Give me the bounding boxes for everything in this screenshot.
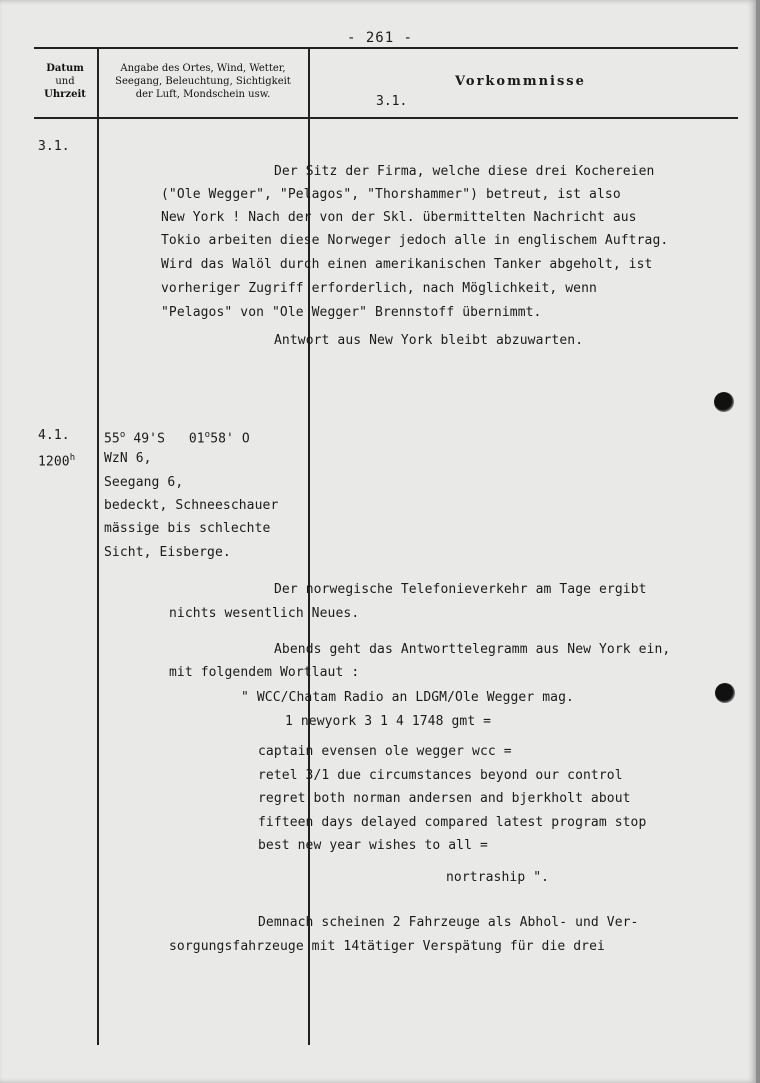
weather-line-4: mässige bis schlechte [104,521,271,536]
entry2-time-value: 1200 [38,454,70,470]
entry1-line-2: ("Ole Wegger", "Pelagos", "Thorshammer") betreut, ist also [161,187,621,202]
header-col2-line2: Seegang, Beleuchtung, Sichtigkeit [115,76,291,87]
entry2-date: 4.1. [38,428,70,443]
entry2-time-sup: h [69,453,76,463]
header-date-column [36,62,94,101]
entry2-time [38,451,75,469]
header-top-rule [34,47,738,49]
telegram-line-5: regret both norman andersen and bjerkholt about [258,791,631,806]
weather-line-5: Sicht, Eisberge. [104,545,231,560]
header-bottom-rule [34,117,738,119]
entry1-line-1: Der Sitz der Firma, welche diese drei Kochereien [274,164,655,179]
header-col1-line1: Datum [46,63,84,74]
ink-blot-2 [715,683,735,703]
entry1-line-3: New York ! Nach der von der Skl. übermittelten Nachricht aus [161,210,637,225]
header-col2-line3: der Luft, Mondschein usw. [135,89,271,100]
ink-blot [714,392,734,412]
telegram-line-1: " WCC/Chatam Radio an LDGM/Ole Wegger mag. [241,690,574,705]
header-events-title: Vorkommnisse [455,74,586,89]
header-events-date: 3.1. [376,94,408,109]
telegram-line-3: captain evensen ole wegger wcc = [258,744,512,759]
position-lon: 01 [188,431,205,447]
position-lon-degree: o [204,430,211,440]
header-col1-line2: und [55,76,75,87]
para2-line-2: mit folgendem Wortlaut : [169,665,360,680]
weather-line-1: WzN 6, [104,451,152,466]
telegram-line-7: best new year wishes to all = [258,838,488,853]
para1-line-2: nichts wesentlich Neues. [169,606,360,621]
telegram-line-8: nortraship ". [446,870,550,885]
header-col2-line1: Angabe des Ortes, Wind, Wetter, [120,63,286,74]
para3-line-2: sorgungsfahrzeuge mit 14tätiger Verspätung für die drei [169,939,605,954]
weather-line-2: Seegang 6, [104,475,184,490]
telegram-line-4: retel 3/1 due circumstances beyond our control [258,768,623,783]
entry1-line-4: Tokio arbeiten diese Norweger jedoch alle in englischem Auftrag. [161,233,669,248]
para1-line-1: Der norwegische Telefonieverkehr am Tage ergibt [274,582,647,597]
telegram-line-6: fifteen days delayed compared latest program stop [258,815,647,830]
header-location-column [100,62,306,101]
entry2-position [104,428,250,446]
para2-line-1: Abends geht das Antworttelegramm aus New York ein, [274,642,671,657]
entry1-line-7: "Pelagos" von "Ole Wegger" Brennstoff übernimmt. [161,305,542,320]
entry1-date: 3.1. [38,139,70,154]
weather-line-3: bedeckt, Schneeschauer [104,498,279,513]
page-number: - 261 - [346,30,413,46]
para3-line-1: Demnach scheinen 2 Fahrzeuge als Abhol- und Ver- [258,915,639,930]
column-divider-1 [97,47,99,1045]
position-lat: 55 [104,431,120,447]
header-col1-line3: Uhrzeit [44,89,86,100]
position-lon-rest: 58' O [210,431,250,447]
entry1-closing: Antwort aus New York bleibt abzuwarten. [274,333,584,348]
entry1-line-6: vorheriger Zugriff erforderlich, nach Möglichkeit, wenn [161,281,597,296]
position-lat-rest: 49'S [125,431,166,447]
telegram-line-2: 1 newyork 3 1 4 1748 gmt = [285,714,492,729]
position-lat-degree: o [119,430,126,440]
entry1-line-5: Wird das Walöl durch einen amerikanischen Tanker abgeholt, ist [161,257,653,272]
